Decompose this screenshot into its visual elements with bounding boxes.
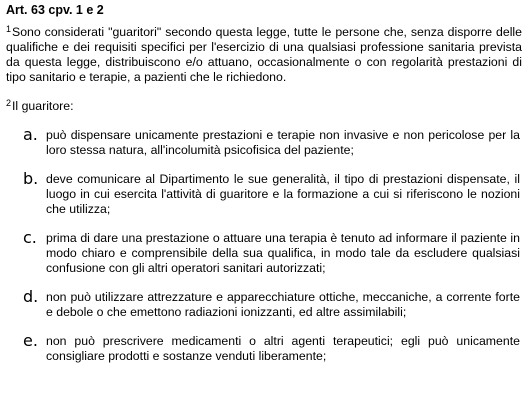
list-item-e-letter: e. bbox=[23, 331, 38, 350]
guaritore-obligations-list bbox=[6, 125, 522, 364]
list-item-b-text: deve comunicare al Dipartimento le sue generalità, il tipo di prestazioni dispensate, il luogo in cui esercita l'attività di guaritore e la formazione a cui si riferiscono le nozioni che utilizza; bbox=[46, 172, 520, 216]
list-item-e-text: non può prescrivere medicamenti o altri agenti terapeutici; egli può unicamente consigliare prodotti e sostanze venduti liberamente; bbox=[46, 334, 520, 363]
list-item-d bbox=[6, 287, 522, 320]
list-item-d-text: non può utilizzare attrezzature e apparecchiature ottiche, meccaniche, a corrente forte e debole o che emettono radiazioni ionizzanti, ed altre assimilabili; bbox=[46, 290, 520, 319]
list-item-b bbox=[6, 169, 522, 217]
list-item-c-letter: c. bbox=[23, 228, 37, 247]
list-item-e bbox=[6, 331, 522, 364]
paragraph-2 bbox=[6, 99, 522, 114]
paragraph-2-text: Il guaritore: bbox=[12, 99, 74, 113]
list-item-c bbox=[6, 228, 522, 276]
list-item-b-letter: b. bbox=[23, 169, 39, 188]
paragraph-1-number: 1 bbox=[6, 24, 12, 34]
list-item-c-text: prima di dare una prestazione o attuare una terapia è tenuto ad informare il paziente in modo chiaro e comprensibile della sua qualifica, in modo tale da escludere qualsiasi confusione con gli altri operatori sanitari autorizzati; bbox=[46, 231, 520, 275]
list-item-a-text: può dispensare unicamente prestazioni e terapie non invasive e non pericolose per la loro stessa natura, all'incolumità psicofisica del paziente; bbox=[46, 128, 520, 157]
list-item-d-letter: d. bbox=[23, 287, 39, 306]
paragraph-2-number: 2 bbox=[6, 98, 12, 108]
list-item-a-letter: a. bbox=[23, 125, 38, 144]
list-item-a bbox=[6, 125, 522, 158]
paragraph-1 bbox=[6, 25, 522, 85]
article-heading: Art. 63 cpv. 1 e 2 bbox=[6, 3, 104, 17]
paragraph-1-text: Sono considerati "guaritori" secondo questa legge, tutte le persone che, senza disporre delle qualifiche e dei requisiti specifici per l'esercizio di una qualsiasi professione sanitaria prevista da questa legge, distribuiscono e/o attuano, occasionalmente o con regolarità prestazioni di tipo sanitario e terapie, a pazienti che le richiedono. bbox=[6, 25, 522, 84]
